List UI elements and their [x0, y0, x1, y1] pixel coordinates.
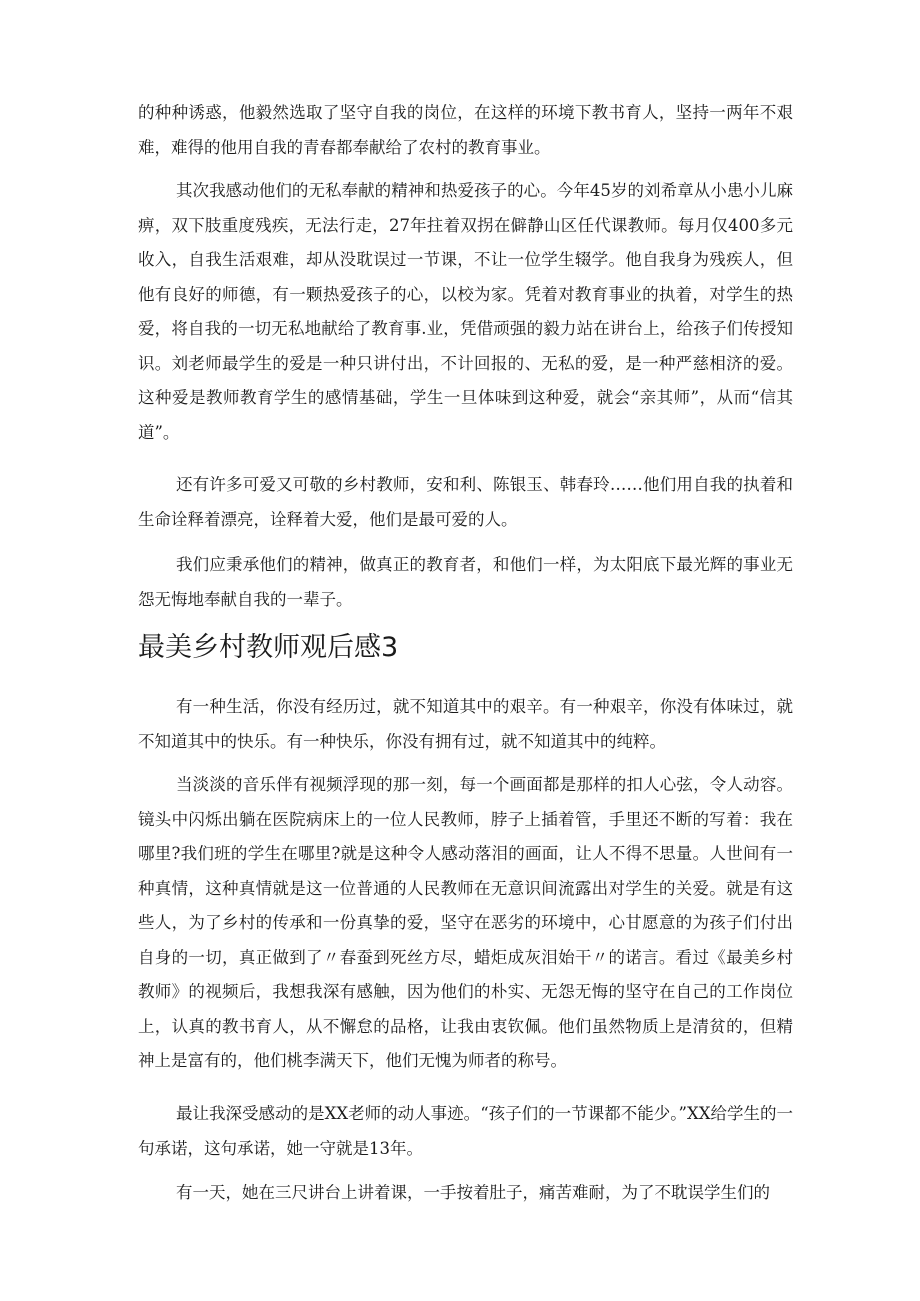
paragraph-inherit-spirit: 我们应秉承他们的精神，做真正的教育者，和他们一样，为太阳底下最光辉的事业无怨无悔地奉献自我的一辈子。 — [138, 555, 793, 609]
paragraph-one-day: 有一天，她在三尺讲台上讲着课，一手按着肚子，痛苦难耐，为了不耽误学生们的 — [176, 1183, 770, 1202]
paragraph-other-teachers: 还有许多可爱又可敬的乡村教师，安和利、陈银玉、韩春玲……他们用自我的执着和生命诠释着漂亮，诠释着大爱，他们是最可爱的人。 — [138, 475, 793, 529]
section-heading: 最美乡村教师观后感3 — [138, 632, 399, 663]
paragraph-xx-teacher: 最让我深受感动的是XX老师的动人事迹。“孩子们的一节课都不能少。”XX给学生的一句承诺，这句承诺，她一守就是13年。 — [138, 1104, 793, 1158]
paragraph-continued: 的种种诱惑，他毅然选取了坚守自我的岗位，在这样的环境下教书育人，坚持一两年不艰难，难得的他用自我的青春都奉献给了农村的教育事业。 — [138, 103, 793, 157]
paragraph-kind-of-life: 有一种生活，你没有经历过，就不知道其中的艰辛。有一种艰辛，你没有体味过，就不知道其中的快乐。有一种快乐，你没有拥有过，就不知道其中的纯粹。 — [138, 697, 793, 751]
paragraph-selfless-dedication: 其次我感动他们的无私奉献的精神和热爱孩子的心。今年45岁的刘希章从小患小儿麻痹，双下肢重度残疾，无法行走，27年拄着双拐在僻静山区任代课教师。每月仅400多元收入，自我生活艰难，却从没耽误过一节课，不让一位学生辍学。他自我身为残疾人，但他有良好的师德，有一颗热爱孩子的心，以校为家。凭着对教育事业的执着，对学生的热爱，将自我的一切无私地献给了教育事.业，凭借顽强的毅力站在讲台上，给孩子们传授知识。刘老师最学生的爱是一种只讲付出，不计回报的、无私的爱，是一种严慈相济的爱。这种爱是教师教育学生的感情基础，学生一旦体味到这种爱，就会“亲其师”，从而“信其道”。 — [138, 181, 793, 442]
paragraph-video-moment: 当淡淡的音乐伴有视频浮现的那一刻，每一个画面都是那样的扣人心弦，令人动容。镜头中闪烁出躺在医院病床上的一位人民教师，脖子上插着管，手里还不断的写着：我在哪里?我们班的学生在哪里?就是这种令人感动落泪的画面，让人不得不思量。人世间有一种真情，这种真情就是这一位普通的人民教师在无意识间流露出对学生的关爱。就是有这些人，为了乡村的传承和一份真挚的爱，坚守在恶劣的环境中，心甘愿意的为孩子们付出自身的一切，真正做到了〃春蚕到死丝方尽，蜡炬成灰泪始干〃的诺言。看过《最美乡村教师》的视频后，我想我深有感触，因为他们的朴实、无怨无悔的坚守在自己的工作岗位上，认真的教书育人，从不懈怠的品格，让我由衷钦佩。他们虽然物质上是清贫的，但精神上是富有的，他们桃李满天下，他们无愧为师者的称号。 — [138, 775, 793, 1070]
